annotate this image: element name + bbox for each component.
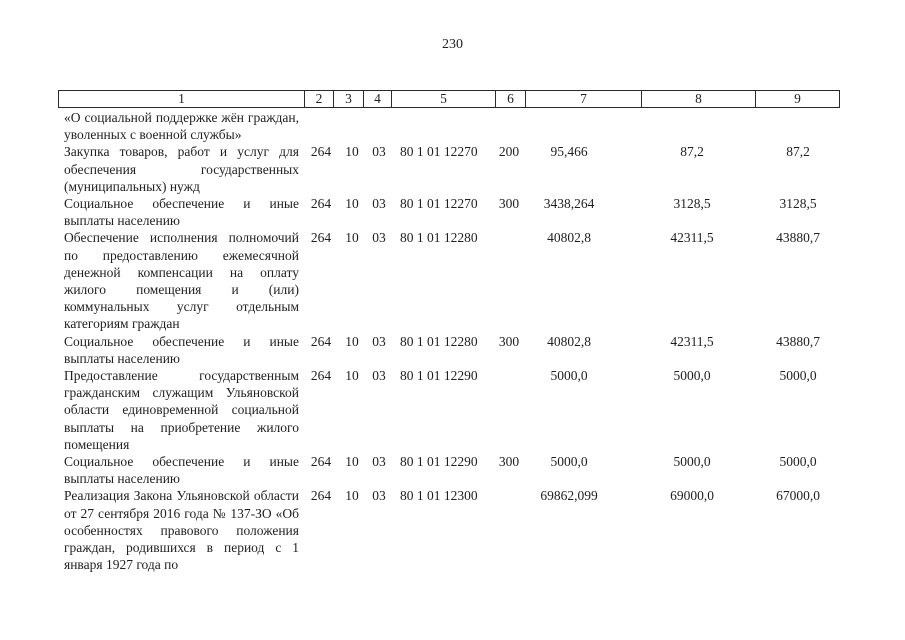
header-cell-4: 4 <box>364 91 392 108</box>
ministry-code: 264 <box>310 144 332 160</box>
ministry-code: 264 <box>310 230 332 246</box>
row-description: Предоставление государственным гражданским служащим Ульяновской области единовременной социальной выплаты на приобретение жилого помещения <box>64 368 299 452</box>
target-article-code: 80 1 01 12280 <box>400 230 478 246</box>
amount-col-9: 5000,0 <box>779 368 817 384</box>
header-cell-3: 3 <box>334 91 364 108</box>
row-description: Социальное обеспечение и иные выплаты населению <box>64 454 299 487</box>
amount-col-9: 43880,7 <box>776 333 820 349</box>
amount-col-7: 95,466 <box>550 144 588 160</box>
header-row <box>59 91 840 108</box>
section-code: 10 <box>345 454 359 470</box>
subsection-code: 03 <box>372 368 386 384</box>
row-description: Закупка товаров, работ и услуг для обеспечения государственных (муниципальных) нужд <box>64 144 299 194</box>
expense-type-code: 300 <box>498 333 520 349</box>
ministry-code: 264 <box>310 488 332 504</box>
header-cell-8: 8 <box>642 91 756 108</box>
table-row <box>0 109 905 143</box>
amount-col-9: 87,2 <box>786 144 810 160</box>
row-description: Социальное обеспечение и иные выплаты населению <box>64 333 299 366</box>
expense-type-code: 300 <box>498 196 520 212</box>
amount-col-9: 5000,0 <box>779 454 817 470</box>
section-code: 10 <box>345 333 359 349</box>
amount-col-7: 40802,8 <box>547 333 591 349</box>
ministry-code: 264 <box>310 333 332 349</box>
header-cell-5: 5 <box>392 91 496 108</box>
amount-col-8: 3128,5 <box>673 196 711 212</box>
target-article-code: 80 1 01 12270 <box>400 196 478 212</box>
budget-rows <box>0 109 905 573</box>
amount-col-7: 40802,8 <box>547 230 591 246</box>
amount-col-7: 5000,0 <box>550 368 588 384</box>
subsection-code: 03 <box>372 144 386 160</box>
table-row <box>0 367 905 453</box>
header-cell-2: 2 <box>305 91 334 108</box>
table-row <box>0 195 905 229</box>
ministry-code: 264 <box>310 196 332 212</box>
subsection-code: 03 <box>372 230 386 246</box>
header-cell-7: 7 <box>526 91 642 108</box>
section-code: 10 <box>345 368 359 384</box>
amount-col-7: 69862,099 <box>540 488 598 504</box>
row-description: «О социальной поддержке жён граждан, уволенных с военной службы» <box>64 110 299 143</box>
table-row <box>0 487 905 573</box>
subsection-code: 03 <box>372 454 386 470</box>
header-cell-6: 6 <box>496 91 526 108</box>
amount-col-8: 42311,5 <box>670 333 714 349</box>
amount-col-8: 5000,0 <box>673 368 711 384</box>
amount-col-9: 3128,5 <box>779 196 817 212</box>
amount-col-8: 5000,0 <box>673 454 711 470</box>
target-article-code: 80 1 01 12270 <box>400 144 478 160</box>
page-number: 230 <box>442 37 463 52</box>
subsection-code: 03 <box>372 333 386 349</box>
amount-col-8: 42311,5 <box>670 230 714 246</box>
subsection-code: 03 <box>372 196 386 212</box>
expense-type-code: 200 <box>498 144 520 160</box>
target-article-code: 80 1 01 12290 <box>400 454 478 470</box>
amount-col-8: 69000,0 <box>670 488 714 504</box>
section-code: 10 <box>345 196 359 212</box>
target-article-code: 80 1 01 12280 <box>400 333 478 349</box>
section-code: 10 <box>345 488 359 504</box>
ministry-code: 264 <box>310 454 332 470</box>
expense-type-code: 300 <box>498 454 520 470</box>
amount-col-7: 3438,264 <box>543 196 595 212</box>
subsection-code: 03 <box>372 488 386 504</box>
table-row <box>0 453 905 487</box>
amount-col-7: 5000,0 <box>550 454 588 470</box>
amount-col-9: 67000,0 <box>776 488 820 504</box>
section-code: 10 <box>345 144 359 160</box>
row-description: Социальное обеспечение и иные выплаты населению <box>64 196 299 229</box>
header-cell-1: 1 <box>59 91 305 108</box>
table-row <box>0 143 905 195</box>
amount-col-8: 87,2 <box>680 144 704 160</box>
header-cell-9: 9 <box>756 91 840 108</box>
target-article-code: 80 1 01 12300 <box>400 488 478 504</box>
ministry-code: 264 <box>310 368 332 384</box>
table-row <box>0 333 905 367</box>
table-row <box>0 229 905 332</box>
row-description: Обеспечение исполнения полномочий по предоставлению ежемесячной денежной компенсации на оплату жилого помещения и (или) коммунальных услуг отдельным категориям граждан <box>64 230 299 332</box>
column-header-table <box>58 90 840 108</box>
amount-col-9: 43880,7 <box>776 230 820 246</box>
target-article-code: 80 1 01 12290 <box>400 368 478 384</box>
row-description: Реализация Закона Ульяновской области от 27 сентября 2016 года № 137-ЗО «Об особенностях правового положения граждан, родившихся в период с 1 января 1927 года по <box>64 488 299 573</box>
section-code: 10 <box>345 230 359 246</box>
